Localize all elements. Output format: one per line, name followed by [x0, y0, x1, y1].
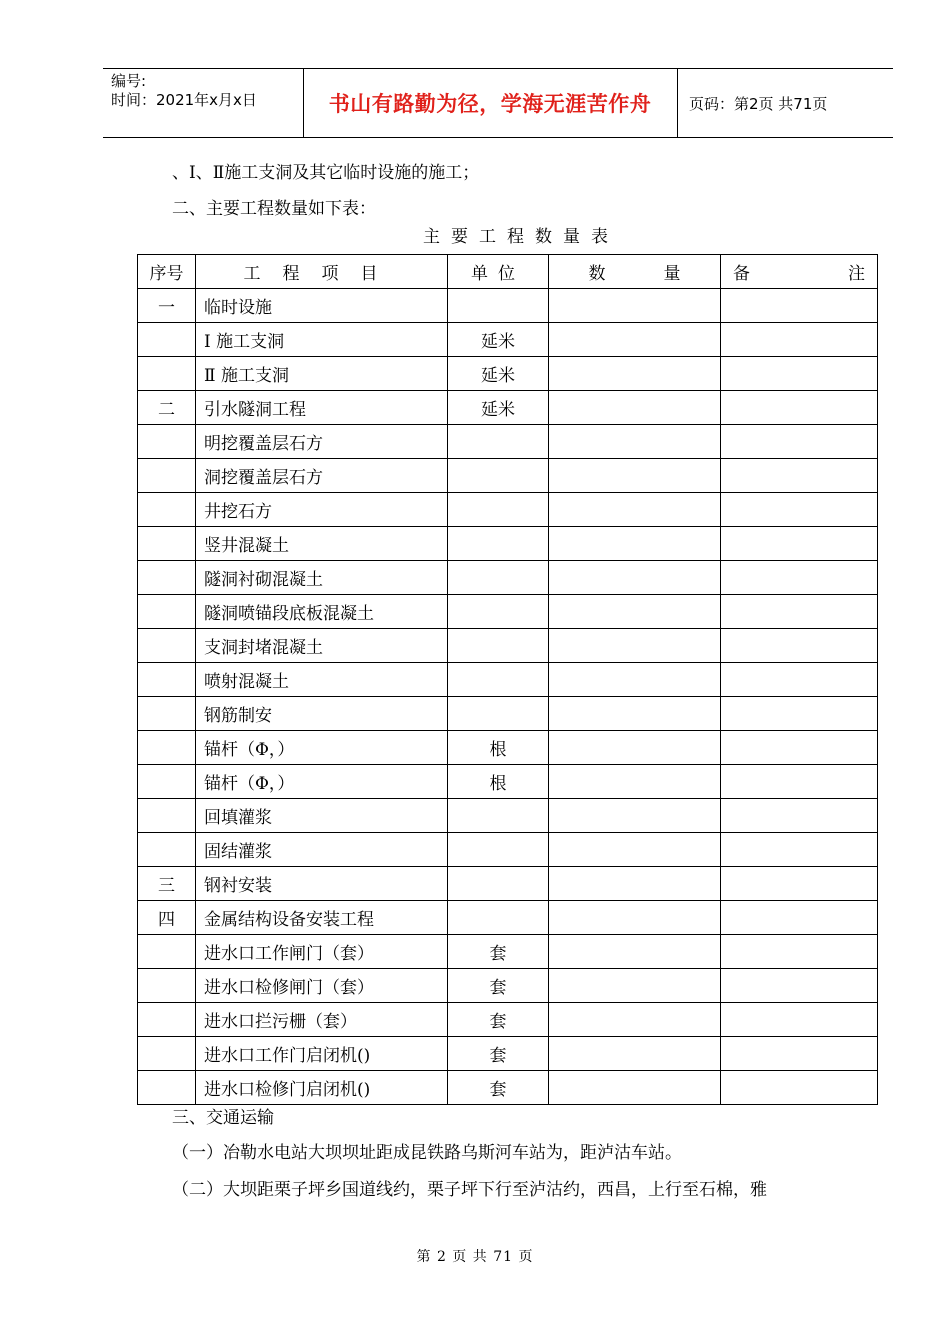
cell-no: [138, 323, 196, 357]
cell-note: [721, 1071, 878, 1105]
cell-note: [721, 289, 878, 323]
cell-no: [138, 425, 196, 459]
cell-unit: 套: [448, 1071, 549, 1105]
cell-quantity: [549, 493, 721, 527]
cell-unit: [448, 459, 549, 493]
cell-quantity: [549, 765, 721, 799]
cell-no: [138, 765, 196, 799]
table-row: [138, 323, 878, 357]
cell-unit: 延米: [448, 391, 549, 425]
cell-item: 洞挖覆盖层石方: [196, 459, 448, 493]
cell-item: Ⅰ 施工支洞: [196, 323, 448, 357]
cell-no: [138, 459, 196, 493]
cell-no: [138, 561, 196, 595]
cell-quantity: [549, 1037, 721, 1071]
cell-unit: 延米: [448, 323, 549, 357]
body-line-construction: 、Ⅰ、Ⅱ施工支洞及其它临时设施的施工；: [172, 163, 480, 183]
table-header-row: [138, 255, 878, 289]
cell-unit: [448, 697, 549, 731]
cell-note: [721, 527, 878, 561]
cell-item: 固结灌浆: [196, 833, 448, 867]
cell-quantity: [549, 969, 721, 1003]
cell-unit: 延米: [448, 357, 549, 391]
cell-note: [721, 867, 878, 901]
cell-item: 钢衬安装: [196, 867, 448, 901]
cell-item: 钢筋制安: [196, 697, 448, 731]
cell-unit: [448, 799, 549, 833]
cell-quantity: [549, 697, 721, 731]
header-meta: [111, 72, 257, 110]
time-label: 时间：2021年x月x日: [111, 91, 257, 109]
cell-note: [721, 833, 878, 867]
cell-note: [721, 1037, 878, 1071]
table-row: [138, 731, 878, 765]
cell-no: [138, 493, 196, 527]
cell-note: [721, 765, 878, 799]
table-row: [138, 1071, 878, 1105]
cell-quantity: [549, 1003, 721, 1037]
number-label: 编号:: [111, 72, 147, 90]
cell-quantity: [549, 867, 721, 901]
cell-no: [138, 1003, 196, 1037]
cell-item: 喷射混凝土: [196, 663, 448, 697]
cell-item: 进水口工作闸门（套）: [196, 935, 448, 969]
cell-no: [138, 1071, 196, 1105]
cell-quantity: [549, 663, 721, 697]
cell-note: [721, 697, 878, 731]
cell-unit: [448, 289, 549, 323]
cell-unit: [448, 663, 549, 697]
cell-no: [138, 595, 196, 629]
header-no: 序号: [138, 255, 196, 289]
cell-unit: [448, 867, 549, 901]
table-row: [138, 561, 878, 595]
table-row: [138, 867, 878, 901]
cell-unit: [448, 629, 549, 663]
cell-item: 明挖覆盖层石方: [196, 425, 448, 459]
cell-unit: 套: [448, 969, 549, 1003]
cell-note: [721, 663, 878, 697]
page-footer: 第 2 页 共 71 页: [416, 1249, 534, 1265]
header-note: 备 注: [721, 255, 878, 289]
table-row: [138, 357, 878, 391]
cell-no: [138, 833, 196, 867]
cell-no: [138, 357, 196, 391]
cell-note: [721, 731, 878, 765]
cell-quantity: [549, 357, 721, 391]
cell-quantity: [549, 459, 721, 493]
table-row: [138, 527, 878, 561]
cell-note: [721, 1003, 878, 1037]
table-row: [138, 459, 878, 493]
cell-no: [138, 969, 196, 1003]
header-divider: [677, 69, 678, 137]
cell-item: 金属结构设备安装工程: [196, 901, 448, 935]
cell-quantity: [549, 833, 721, 867]
table-row: [138, 969, 878, 1003]
cell-unit: 根: [448, 731, 549, 765]
cell-note: [721, 561, 878, 595]
cell-no: 四: [138, 901, 196, 935]
cell-no: [138, 799, 196, 833]
page-header: [103, 68, 893, 138]
cell-unit: 套: [448, 935, 549, 969]
cell-no: [138, 697, 196, 731]
cell-note: [721, 357, 878, 391]
cell-unit: [448, 493, 549, 527]
cell-item: 竖井混凝土: [196, 527, 448, 561]
table-row: [138, 697, 878, 731]
table-row: [138, 765, 878, 799]
cell-unit: [448, 527, 549, 561]
cell-note: [721, 493, 878, 527]
table-row: [138, 595, 878, 629]
cell-item: 锚杆（Φ，）: [196, 731, 448, 765]
body-line-quantity-intro: 二、主要工程数量如下表：: [172, 199, 376, 219]
table-row: [138, 289, 878, 323]
cell-quantity: [549, 595, 721, 629]
cell-item: 临时设施: [196, 289, 448, 323]
cell-no: [138, 935, 196, 969]
cell-no: 三: [138, 867, 196, 901]
cell-unit: 套: [448, 1037, 549, 1071]
table-row: [138, 1003, 878, 1037]
cell-note: [721, 425, 878, 459]
cell-item: Ⅱ 施工支洞: [196, 357, 448, 391]
cell-note: [721, 595, 878, 629]
cell-no: [138, 527, 196, 561]
table-row: [138, 663, 878, 697]
cell-note: [721, 799, 878, 833]
header-page-info: 页码：第2页 共71页: [689, 94, 828, 113]
table-row: [138, 493, 878, 527]
cell-item: 进水口工作门启闭机(): [196, 1037, 448, 1071]
cell-quantity: [549, 901, 721, 935]
cell-quantity: [549, 391, 721, 425]
cell-quantity: [549, 561, 721, 595]
body-line-transport: 三、交通运输: [172, 1108, 274, 1128]
cell-no: [138, 731, 196, 765]
body-line-railway: （一）冶勒水电站大坝坝址距成昆铁路乌斯河车站为，距泸沽车站。: [172, 1143, 682, 1163]
header-quantity: 数 量: [549, 255, 721, 289]
cell-unit: [448, 425, 549, 459]
cell-note: [721, 969, 878, 1003]
header-unit: 单位: [448, 255, 549, 289]
cell-note: [721, 459, 878, 493]
cell-item: 回填灌浆: [196, 799, 448, 833]
table-row: [138, 1037, 878, 1071]
quantity-table: [137, 254, 878, 1105]
cell-item: 隧洞喷锚段底板混凝土: [196, 595, 448, 629]
cell-no: 一: [138, 289, 196, 323]
cell-item: 井挖石方: [196, 493, 448, 527]
cell-quantity: [549, 527, 721, 561]
cell-no: [138, 663, 196, 697]
table-row: [138, 799, 878, 833]
table-row: [138, 425, 878, 459]
cell-item: 支洞封堵混凝土: [196, 629, 448, 663]
cell-no: 二: [138, 391, 196, 425]
cell-item: 进水口检修闸门（套）: [196, 969, 448, 1003]
header-motto: 书山有路勤为径，学海无涯苦作舟: [328, 92, 652, 116]
cell-note: [721, 323, 878, 357]
cell-note: [721, 391, 878, 425]
cell-item: 隧洞衬砌混凝土: [196, 561, 448, 595]
cell-unit: 套: [448, 1003, 549, 1037]
cell-quantity: [549, 425, 721, 459]
cell-item: 进水口检修门启闭机(): [196, 1071, 448, 1105]
table-row: [138, 901, 878, 935]
cell-no: [138, 1037, 196, 1071]
cell-quantity: [549, 323, 721, 357]
table-caption: 主要工程数量表: [423, 227, 619, 247]
table-row: [138, 391, 878, 425]
table-row: [138, 629, 878, 663]
cell-note: [721, 629, 878, 663]
cell-quantity: [549, 731, 721, 765]
cell-unit: [448, 901, 549, 935]
body-line-highway: （二）大坝距栗子坪乡国道线约，栗子坪下行至泸沽约，西昌，上行至石棉，雅: [172, 1180, 767, 1200]
cell-item: 锚杆（Φ，）: [196, 765, 448, 799]
table-body: [138, 289, 878, 1105]
cell-item: 进水口拦污栅（套）: [196, 1003, 448, 1037]
cell-note: [721, 901, 878, 935]
cell-no: [138, 629, 196, 663]
table-row: [138, 935, 878, 969]
cell-note: [721, 935, 878, 969]
cell-unit: 根: [448, 765, 549, 799]
cell-item: 引水隧洞工程: [196, 391, 448, 425]
cell-quantity: [549, 629, 721, 663]
cell-quantity: [549, 289, 721, 323]
cell-unit: [448, 595, 549, 629]
cell-unit: [448, 833, 549, 867]
cell-unit: [448, 561, 549, 595]
cell-quantity: [549, 1071, 721, 1105]
cell-quantity: [549, 799, 721, 833]
header-item: 工程项目: [196, 255, 448, 289]
table-row: [138, 833, 878, 867]
cell-quantity: [549, 935, 721, 969]
